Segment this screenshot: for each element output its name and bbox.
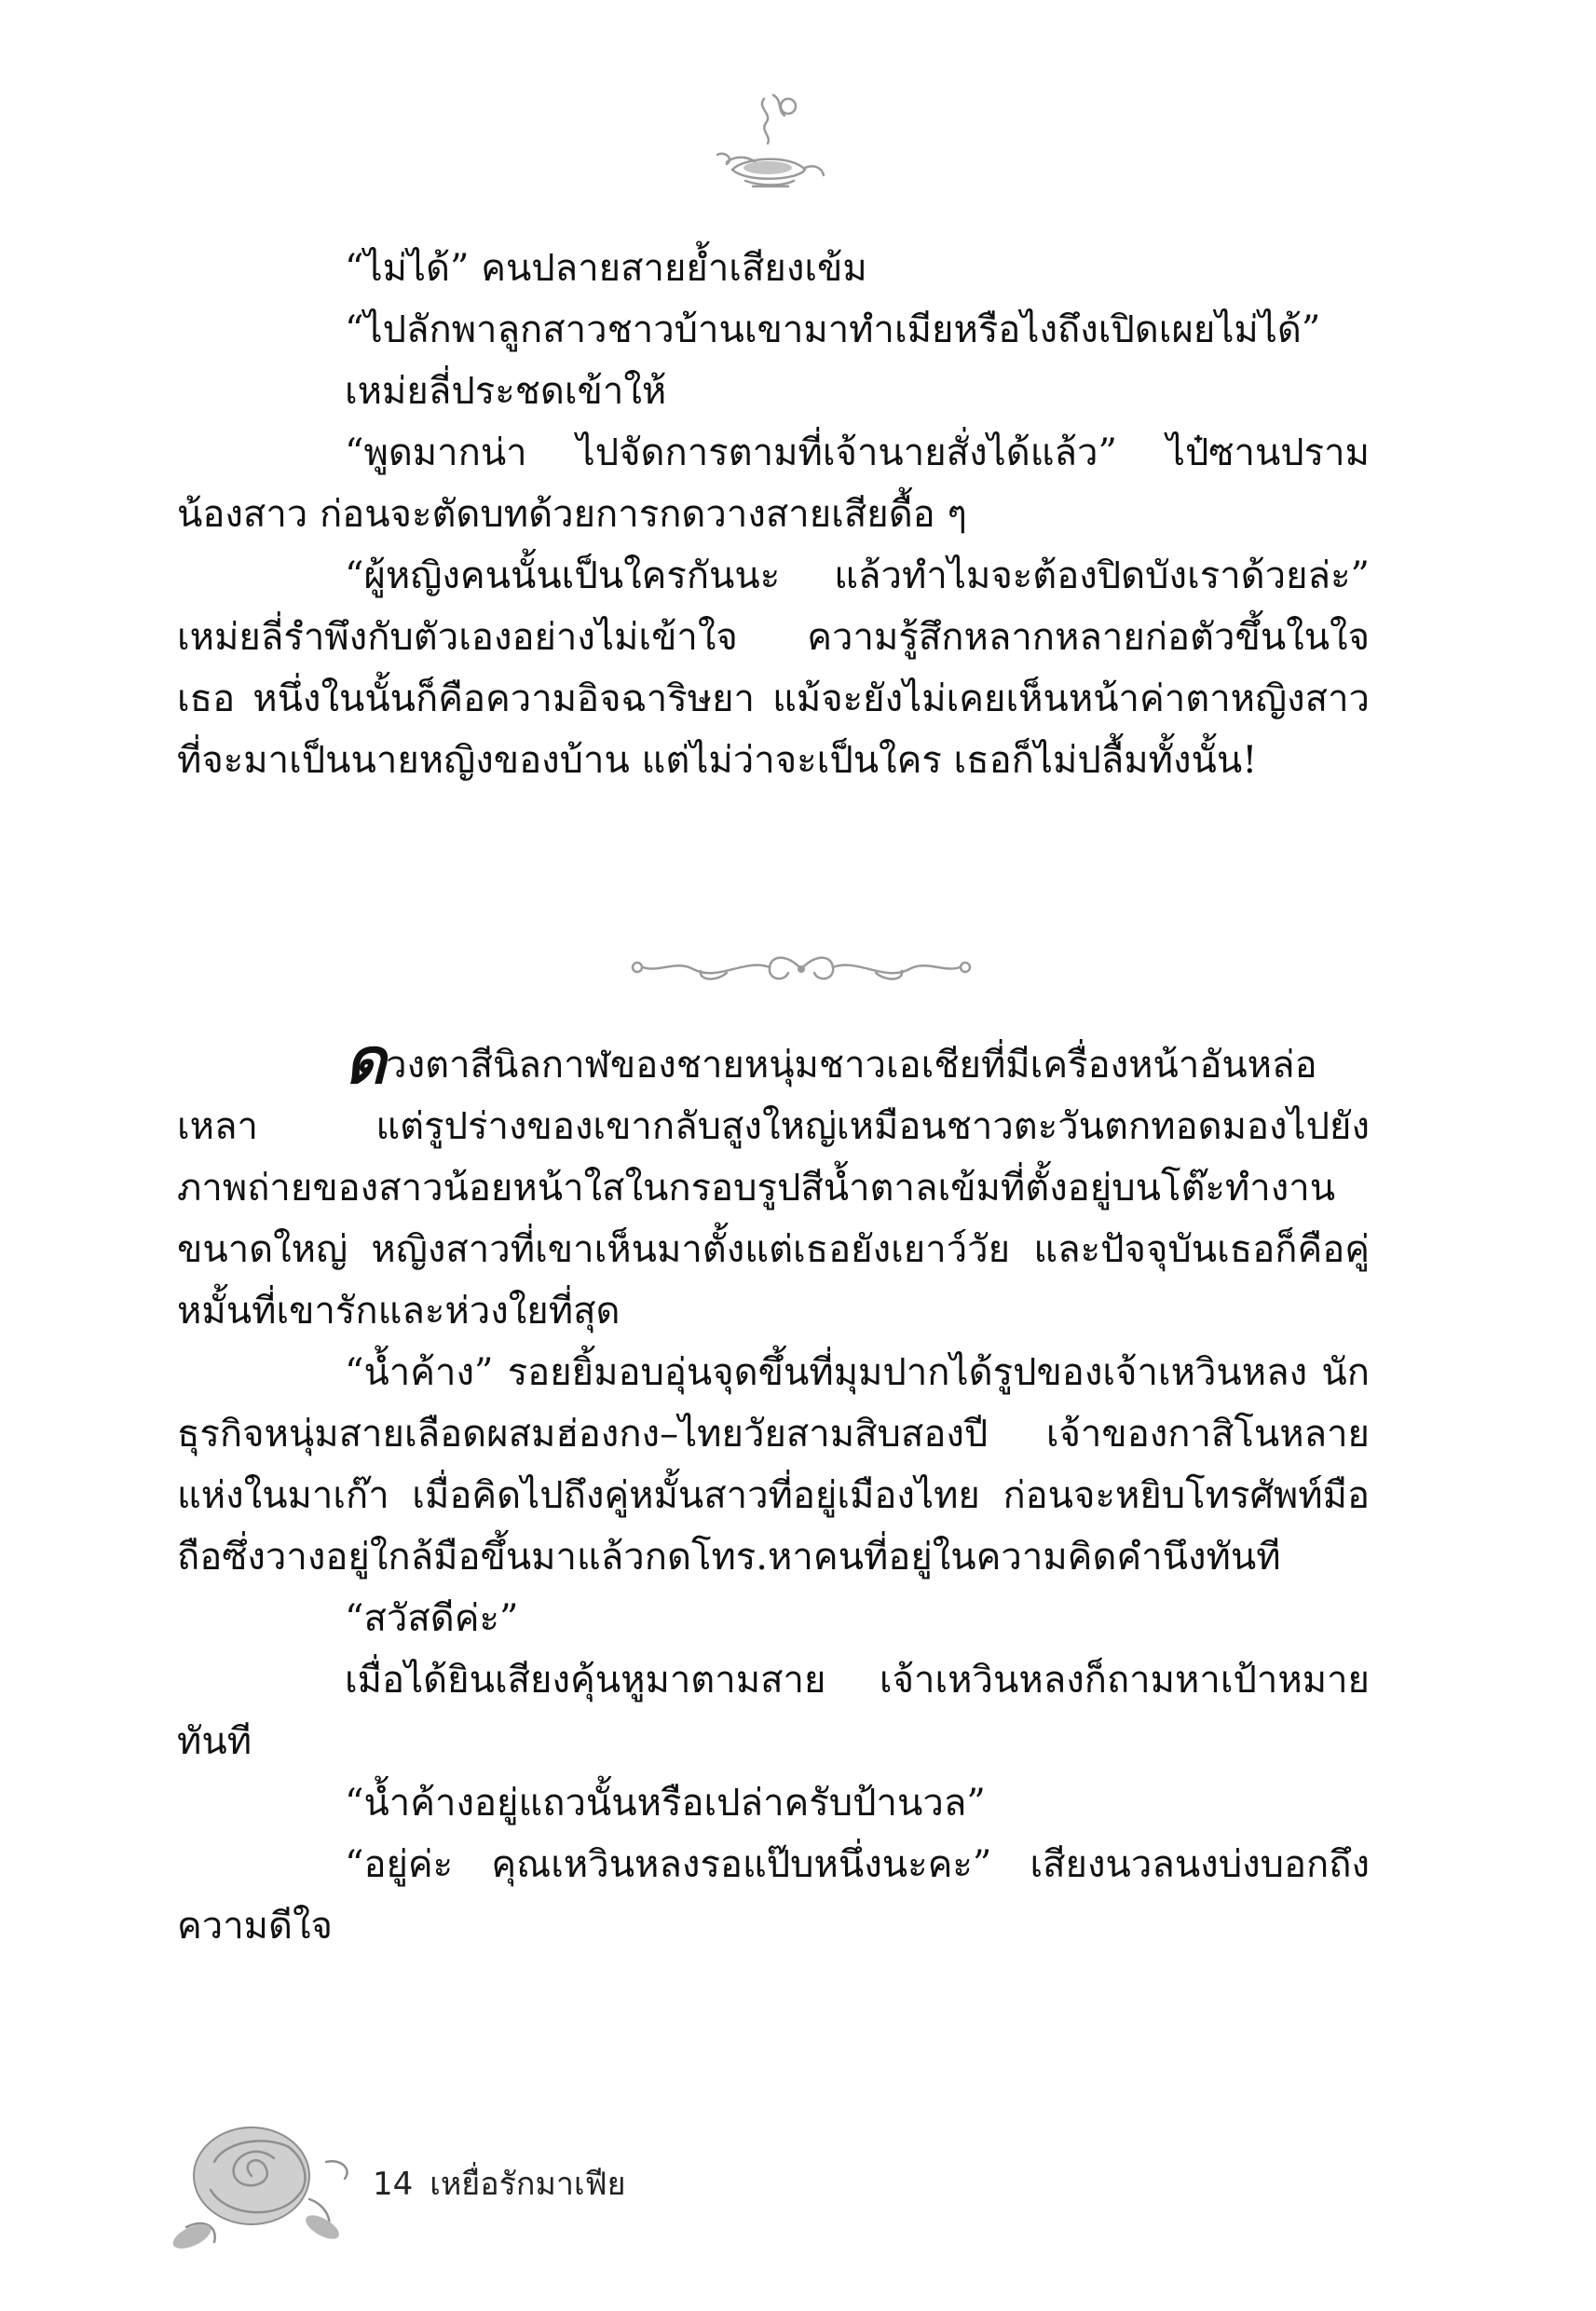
dialogue-line: “สวัสดีค่ะ” <box>345 1597 519 1640</box>
genie-lamp-icon <box>708 89 829 201</box>
section-two <box>177 1025 1370 1957</box>
opening-paragraph-text: วงตาสีนิลกาฬของชายหนุ่มชาวเอเชียที่มีเครื่องหน้าอันหล่อเหลา แต่รูปร่างของเขากลับสูงใหญ่เหมือนชาวตะวันตกทอดมองไปยังภาพถ่ายของสาวน้อยหน้าใสในกรอบรูปสีน้ำตาลเข้มที่ตั้งอยู่บนโต๊ะทำงานขนาดใหญ่ หญิงสาวที่เขาเห็นมาตั้งแต่เธอยังเยาว์วัย และปัจจุบันเธอก็คือคู่หมั้นที่เขารักและห่วงใยที่สุด <box>177 1044 1370 1333</box>
dialogue-line: “ไม่ได้” คนปลายสายย้ำเสียงเข้ม <box>345 247 867 290</box>
paragraph: “น้ำค้าง” รอยยิ้มอบอุ่นจุดขึ้นที่มุมปากได้รูปของเจ้าเหวินหลง นักธุรกิจหนุ่มสายเลือดผสมฮ่องกง–ไทยวัยสามสิบสองปี เจ้าของกาสิโนหลายแห่งในมาเก๊า เมื่อคิดไปถึงคู่หมั้นสาวที่อยู่เมืองไทย ก่อนจะหยิบโทรศัพท์มือถือซึ่งวางอยู่ใกล้มือขึ้นมาแล้วกดโทร.หาคนที่อยู่ในความคิดคำนึงทันที <box>177 1351 1370 1579</box>
book-title: เหยื่อรักมาเฟีย <box>430 2166 626 2203</box>
drop-cap: ด <box>345 1025 387 1099</box>
paragraph: “พูดมากน่า ไปจัดการตามที่เจ้านายสั่งได้แล้ว” ไป๋ซานปราม น้องสาว ก่อนจะตัดบทด้วยการกดวางสายเสียดื้อ ๆ <box>177 431 1370 536</box>
dialogue-line: “น้ำค้างอยู่แถวนั้นหรือเปล่าครับป้านวล” <box>345 1782 986 1825</box>
paragraph: เมื่อได้ยินเสียงคุ้นหูมาตามสาย เจ้าเหวินหลงก็ถามหาเป้าหมายทันที <box>177 1659 1370 1763</box>
rose-decoration <box>149 2087 363 2264</box>
dialogue-tag: เหม่ยลี่ประชดเข้าให้ <box>345 370 667 413</box>
section-one <box>177 238 1370 791</box>
dialogue-line: “ไปลักพาลูกสาวชาวบ้านเขามาทำเมียหรือไงถึงเปิดเผยไม่ได้” <box>345 308 1321 351</box>
paragraph: “ผู้หญิงคนนั้นเป็นใครกันนะ แล้วทำไมจะต้องปิดบังเราด้วยล่ะ” เหม่ยลี่รำพึงกับตัวเองอย่างไม่เข้าใจ ความรู้สึกหลากหลายก่อตัวขึ้นในใจเธอ หนึ่งในนั้นก็คือความอิจฉาริษยา แม้จะยังไม่เคยเห็นหน้าค่าตาหญิงสาวที่จะมาเป็นนายหญิงของบ้าน แต่ไม่ว่าจะเป็นใคร เธอก็ไม่ปลื้มทั้งนั้น! <box>177 554 1370 782</box>
scroll-flourish-divider <box>615 941 988 997</box>
page-footer <box>149 2087 894 2274</box>
opening-paragraph <box>177 1025 1370 1342</box>
page-folio <box>373 2158 626 2208</box>
paragraph: “อยู่ค่ะ คุณเหวินหลงรอแป๊บหนึ่งนะคะ” เสียงนวลนงบ่งบอกถึงความดีใจ <box>177 1843 1370 1948</box>
page-number: 14 <box>373 2166 414 2203</box>
